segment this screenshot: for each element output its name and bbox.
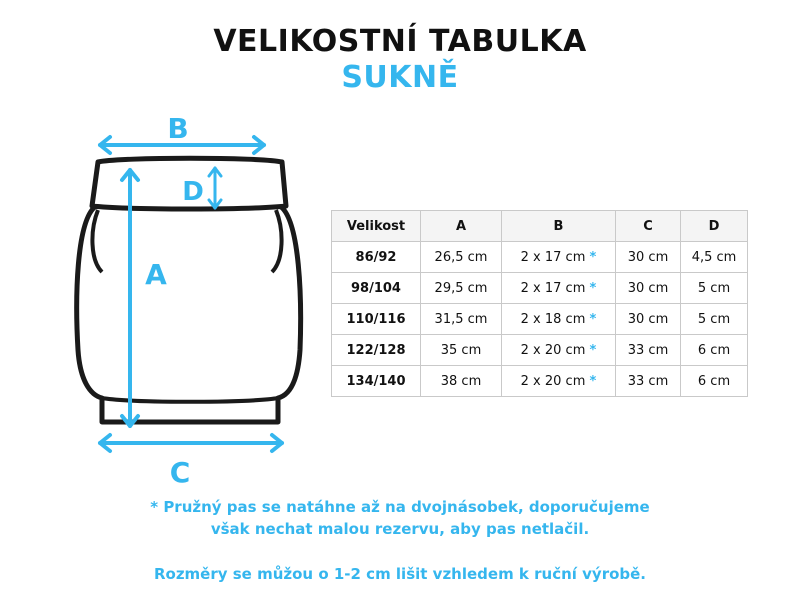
cell-size: 110/116 bbox=[332, 304, 421, 335]
cell-a: 35 cm bbox=[421, 335, 502, 366]
label-d: D bbox=[182, 177, 204, 207]
elastic-star-icon: * bbox=[589, 280, 597, 296]
page-title: VELIKOSTNÍ TABULKA bbox=[213, 24, 587, 59]
column-header-size: Velikost bbox=[332, 211, 421, 242]
cell-c: 30 cm bbox=[616, 273, 681, 304]
skirt-body-outline bbox=[77, 206, 301, 422]
column-header-d: D bbox=[681, 211, 748, 242]
label-b: B bbox=[167, 112, 189, 145]
cell-c: 30 cm bbox=[616, 242, 681, 273]
cell-d: 4,5 cm bbox=[681, 242, 748, 273]
column-header-c: C bbox=[616, 211, 681, 242]
note-elastic-line-1: * Pružný pas se natáhne až na dvojnásobek, doporučujeme bbox=[150, 498, 650, 516]
label-c: C bbox=[169, 456, 191, 489]
cell-size: 122/128 bbox=[332, 335, 421, 366]
elastic-star-icon: * bbox=[589, 342, 597, 358]
cell-b bbox=[502, 242, 616, 273]
cell-a: 29,5 cm bbox=[421, 273, 502, 304]
cell-b bbox=[502, 366, 616, 397]
skirt-diagram bbox=[60, 100, 310, 490]
cell-size: 86/92 bbox=[332, 242, 421, 273]
cell-d: 5 cm bbox=[681, 304, 748, 335]
cell-b-value: 2 x 20 cm bbox=[520, 373, 586, 389]
cell-a: 38 cm bbox=[421, 366, 502, 397]
page-subtitle: SUKNĚ bbox=[341, 60, 459, 95]
elastic-star-icon: * bbox=[589, 249, 597, 265]
elastic-star-icon: * bbox=[589, 311, 597, 327]
cell-b-value: 2 x 20 cm bbox=[520, 342, 586, 358]
label-a: A bbox=[145, 258, 167, 291]
table-row bbox=[332, 273, 748, 304]
column-header-b: B bbox=[502, 211, 616, 242]
cell-d: 6 cm bbox=[681, 335, 748, 366]
cell-b bbox=[502, 304, 616, 335]
cell-b-value: 2 x 18 cm bbox=[520, 311, 586, 327]
cell-b-value: 2 x 17 cm bbox=[520, 280, 586, 296]
cell-c: 30 cm bbox=[616, 304, 681, 335]
note-elastic-line-2: však nechat malou rezervu, aby pas netlačil. bbox=[210, 520, 590, 538]
column-header-a: A bbox=[421, 211, 502, 242]
pocket-left bbox=[92, 210, 102, 272]
cell-b-value: 2 x 17 cm bbox=[520, 249, 586, 265]
table-row bbox=[332, 366, 748, 397]
cell-b bbox=[502, 335, 616, 366]
cell-d: 6 cm bbox=[681, 366, 748, 397]
pocket-right bbox=[272, 210, 282, 272]
table-row bbox=[332, 242, 748, 273]
cell-c: 33 cm bbox=[616, 366, 681, 397]
table-header-row bbox=[332, 211, 748, 242]
table-row bbox=[332, 304, 748, 335]
cell-b bbox=[502, 273, 616, 304]
cell-a: 31,5 cm bbox=[421, 304, 502, 335]
cell-size: 134/140 bbox=[332, 366, 421, 397]
note-handmade: Rozměry se můžou o 1-2 cm lišit vzhledem k ruční výrobě. bbox=[153, 565, 647, 583]
arrow-c bbox=[100, 435, 282, 451]
cell-c: 33 cm bbox=[616, 335, 681, 366]
cell-a: 26,5 cm bbox=[421, 242, 502, 273]
table-row bbox=[332, 335, 748, 366]
cell-size: 98/104 bbox=[332, 273, 421, 304]
cell-d: 5 cm bbox=[681, 273, 748, 304]
size-table bbox=[331, 210, 748, 397]
elastic-star-icon: * bbox=[589, 373, 597, 389]
